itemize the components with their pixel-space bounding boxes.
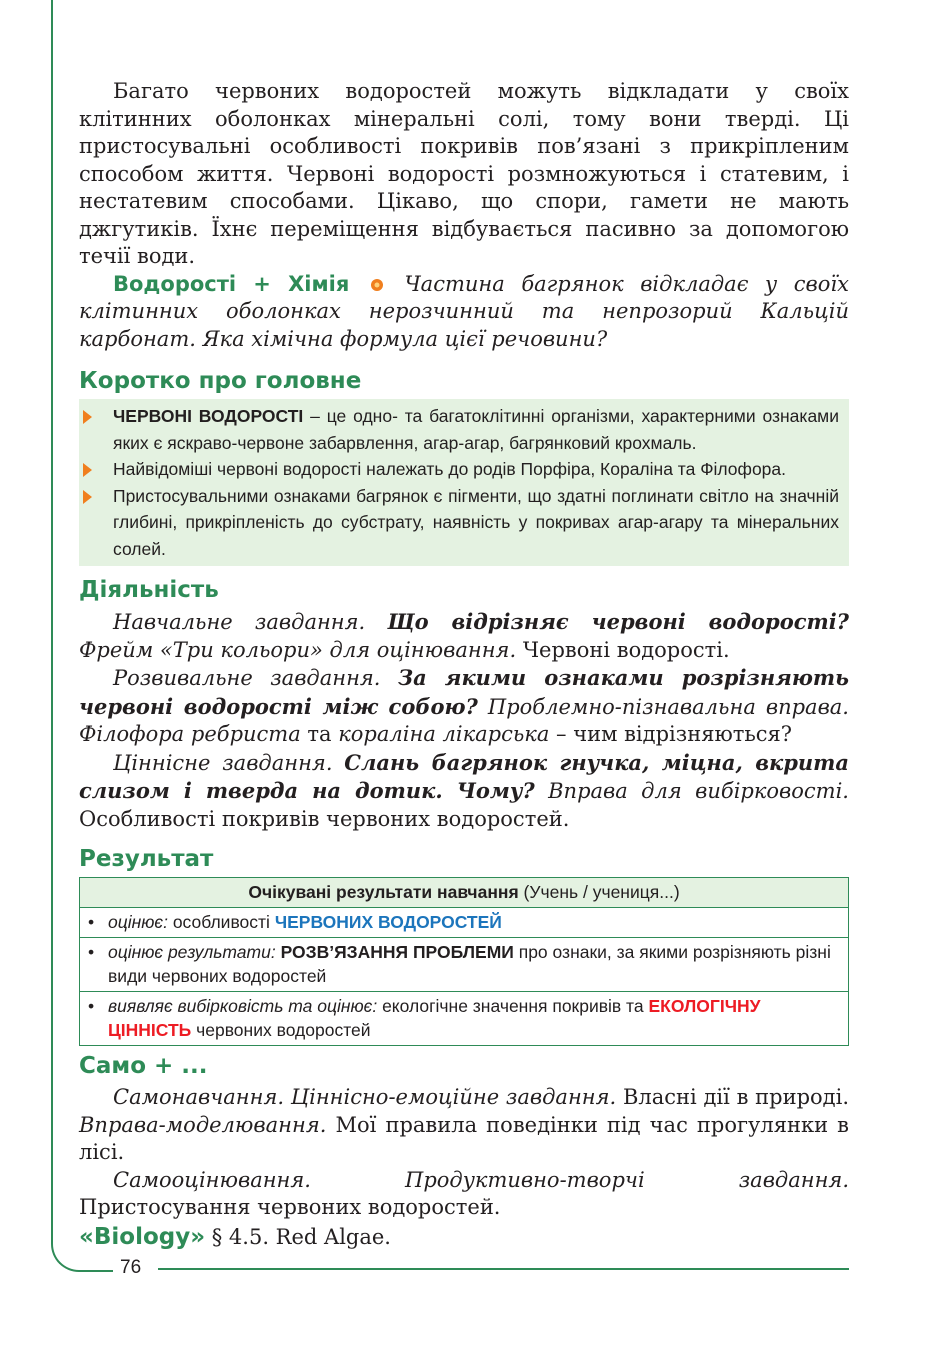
self-task-text: Пристосування червоних водоростей. (79, 1195, 501, 1219)
task-question: Що відрізняє червоні водорості? (387, 609, 849, 634)
intro-paragraph: Багато червоних водоростей можуть відкладати у своїх клітинних оболонках мінеральні солі, тому вони тверді. Ці пристосувальні особливості покривів пов’язані з прикріпленим способом життя. Червоні водорості розмножуються і статевим, і нестатевим способами. Цікаво, що спори, гамети не мають джгутиків. Їхнє переміщення відбувається пасивно за допомогою течії води. (79, 79, 849, 268)
result-text: червоних водоростей (191, 1020, 371, 1040)
biology-link[interactable]: «Biology» (79, 1223, 206, 1250)
task-topic: Особливості покривів червоних водоростей. (79, 806, 570, 831)
table-header-cell (80, 878, 849, 908)
arrow-bullet-icon (83, 490, 92, 504)
table-cell (80, 992, 849, 1046)
biology-reference (79, 1224, 849, 1252)
task-method: Проблемно-пізнавальна вправа. Філофора ребриста (79, 694, 849, 746)
result-accent: РОЗВ’ЯЗАННЯ ПРОБЛЕМИ (280, 942, 514, 962)
task-method: Фрейм «Три кольори» для оцінювання. (79, 637, 517, 662)
activity-paragraph-2 (79, 664, 849, 749)
task-species: кораліна лікарська (338, 722, 550, 746)
task-type: Навчальне завдання. (113, 610, 366, 634)
task-connector: та (307, 722, 332, 746)
arrow-bullet-icon (83, 410, 92, 424)
task-type: Розвивальне завдання. (113, 666, 381, 690)
summary-item (79, 403, 839, 456)
chemistry-note (79, 271, 849, 354)
task-type: Ціннісне завдання. (113, 750, 333, 775)
task-question: Слань багрянок гнучка, міцна, вкрита слизом і тверда на дотик. Чому? (79, 749, 849, 803)
result-text: особливості (167, 912, 275, 932)
result-heading: Результат (79, 846, 214, 872)
self-paragraph-1 (79, 1084, 849, 1167)
page-number: 76 (120, 1257, 142, 1278)
table-row (80, 992, 849, 1046)
self-paragraph-2 (79, 1167, 849, 1222)
self-task-type: Самонавчання. Ціннісно-емоційне завдання. (113, 1085, 617, 1109)
biology-section: § 4.5. Red Algae. (205, 1224, 391, 1249)
self-task-text: Мої правила поведінки під час прогулянки в лісі. (79, 1112, 849, 1164)
activity-heading: Діяльність (79, 577, 219, 603)
activity-paragraph-3 (79, 749, 849, 834)
summary-item (79, 456, 839, 483)
task-question: За якими ознаками розрізняють червоні водорості між собою? (79, 665, 849, 719)
flower-icon (370, 278, 384, 292)
task-topic: – чим відрізняються? (556, 722, 793, 746)
summary-item (79, 483, 839, 563)
summary-heading: Коротко про головне (79, 368, 362, 394)
table-header-bold: Очікувані результати навчання (248, 882, 519, 902)
footer-rule (158, 1268, 849, 1270)
table-cell (80, 908, 849, 938)
table-row (80, 908, 849, 938)
summary-item-text: Пристосувальними ознаками багрянок є пігменти, що здатні поглинати світло на значній глибині, прикріпленість до субстрату, наявність у покривах агар-агару та мінеральних солей. (113, 485, 839, 559)
result-text: екологічне значення покривів та (377, 996, 649, 1016)
arrow-bullet-icon (83, 463, 92, 477)
summary-box (79, 399, 849, 566)
result-text: про ознаки, за якими розрізняють різні види червоних водоростей (108, 942, 831, 986)
chemistry-text: Частина багрянок відкладає у своїх клітинних оболонках нерозчинний та непрозорий Кальцій карбонат. Яка хімічна формула цієї речовини? (79, 271, 849, 351)
result-verb: оцінює: (108, 912, 168, 932)
page-content (79, 78, 849, 1251)
table-header-rest: (Учень / учениця...) (518, 882, 680, 902)
table-row (80, 938, 849, 992)
summary-item-text: – це одно- та багатоклітинні організми, характерними ознаками яких є яскраво-червоне забарвлення, агар-агар, багрянковий крохмаль. (113, 406, 839, 453)
task-topic: Червоні водорості. (522, 637, 730, 662)
bullet-dot-icon: • (88, 996, 95, 1016)
result-accent: ЧЕРВОНИХ ВОДОРОСТЕЙ (274, 912, 502, 932)
results-table (79, 877, 849, 1046)
self-task-text: Власні дії в природі. (622, 1085, 849, 1109)
result-verb: оцінює результати: (108, 942, 276, 962)
bullet-dot-icon: • (88, 942, 95, 962)
result-accent: ЕКОЛОГІЧНУ ЦІННІСТЬ (108, 996, 761, 1040)
activity-paragraph-1 (79, 608, 849, 664)
table-cell (80, 938, 849, 992)
table-header-row (80, 878, 849, 908)
self-task-method: Вправа-моделювання. (79, 1112, 327, 1137)
result-verb: виявляє вибірковість та оцінює: (108, 996, 378, 1016)
task-method: Вправа для вибірковості. (548, 779, 849, 803)
chemistry-label: Водорості + Хімія (113, 271, 350, 296)
self-heading: Само + ... (79, 1053, 208, 1079)
summary-item-text: Найвідоміші червоні водорості належать до родів Порфіра, Кораліна та Філофора. (113, 459, 786, 479)
summary-item-bold: ЧЕРВОНІ ВОДОРОСТІ (113, 406, 304, 426)
self-task-type: Самооцінювання. Продуктивно-творчі завдання. (113, 1167, 849, 1192)
bullet-dot-icon: • (88, 912, 95, 932)
